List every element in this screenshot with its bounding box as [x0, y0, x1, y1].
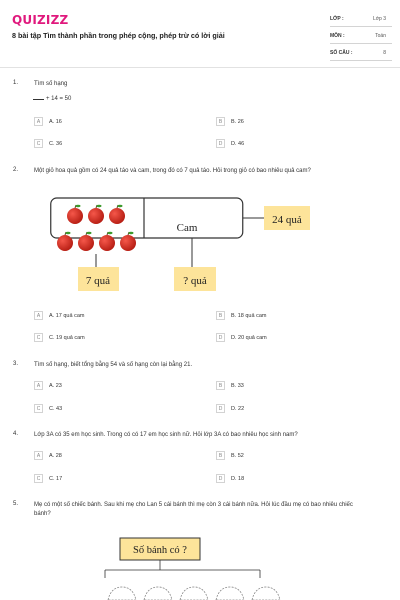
header-divider	[0, 67, 400, 68]
option-text: C. 43	[49, 405, 63, 412]
option-b[interactable]	[216, 117, 244, 126]
option-letter: C	[34, 474, 43, 483]
option-letter: C	[34, 333, 43, 342]
option-d[interactable]	[216, 474, 244, 483]
option-b[interactable]	[216, 451, 244, 460]
question-1-equation	[33, 96, 71, 102]
option-letter: A	[34, 451, 43, 460]
option-text: B. 33	[231, 382, 244, 389]
option-letter: B	[216, 381, 225, 390]
question-number: 4.	[13, 431, 19, 437]
meta-label: SỐ CÂU :	[330, 50, 353, 56]
question-text: Lớp 3A có 35 em học sinh. Trong có có 17 em học sinh nữ. Hỏi lớp 3A có bao nhiêu học sinh nam?	[34, 432, 298, 438]
option-letter: D	[216, 404, 225, 413]
option-d[interactable]	[216, 333, 267, 342]
question-text: Tìm số hạng, biết tổng bằng 54 và số hạng còn lại bằng 21.	[34, 362, 193, 368]
option-text: A. 28	[49, 452, 62, 459]
option-letter: A	[34, 381, 43, 390]
option-b[interactable]	[216, 381, 244, 390]
meta-label: MÔN :	[330, 33, 345, 39]
option-d[interactable]	[216, 139, 244, 148]
oranges-label: ? quả	[183, 275, 207, 287]
option-text: B. 26	[231, 118, 244, 125]
option-letter: D	[216, 474, 225, 483]
cakes-brace	[105, 560, 260, 578]
option-text: B. 18 quả cam	[231, 312, 267, 319]
meta-row-class	[330, 12, 392, 27]
cakes-label: Số bánh có ?	[133, 545, 187, 556]
option-text: D. 46	[231, 140, 245, 147]
apples-label: 7 quả	[85, 275, 111, 287]
meta-value: 8	[383, 50, 386, 56]
orange-label: Cam	[176, 222, 198, 234]
meta-value: Lớp 3	[372, 16, 386, 22]
question-text: Mẹ có một số chiếc bánh. Sau khi mẹ cho Lan 5 cái bánh thì mẹ còn 3 cái bánh nữa. Hỏi lúc đầu mẹ có bao nhiêu chiếc bánh?	[34, 502, 353, 517]
option-text: B. 52	[231, 452, 244, 459]
cake-icon	[180, 587, 208, 600]
option-letter: C	[34, 404, 43, 413]
cake-icon	[252, 587, 280, 600]
option-letter: A	[34, 117, 43, 126]
option-text: A. 17 quả cam	[49, 312, 85, 319]
meta-value: Toán	[375, 33, 386, 39]
question-text: Một giỏ hoa quả gồm có 24 quả táo và cam, trong đó có 7 quả táo. Hỏi trong giỏ có bao nhiêu quả cam?	[34, 168, 311, 174]
option-text: D. 18	[231, 475, 245, 482]
question-number: 3.	[13, 361, 19, 367]
option-letter: B	[216, 117, 225, 126]
option-letter: B	[216, 311, 225, 320]
meta-row-subject	[330, 29, 392, 44]
option-text: A. 23	[49, 382, 62, 389]
equation-text: + 14 = 50	[46, 96, 72, 102]
option-text: D. 20 quả cam	[231, 334, 267, 341]
worksheet-meta	[330, 12, 392, 63]
question-number: 1.	[13, 80, 19, 86]
option-c[interactable]	[34, 404, 62, 413]
meta-row-count	[330, 46, 392, 61]
cake-icon	[216, 587, 244, 600]
fruit-basket-diagram	[50, 194, 320, 294]
option-c[interactable]	[34, 474, 62, 483]
option-b[interactable]	[216, 311, 266, 320]
question-number: 5.	[13, 501, 19, 507]
option-a[interactable]	[34, 451, 62, 460]
option-letter: C	[34, 139, 43, 148]
quizizz-logo: QUIZIZZ	[12, 13, 69, 27]
cake-icon	[144, 587, 172, 600]
option-text: A. 16	[49, 118, 62, 125]
option-a[interactable]	[34, 117, 62, 126]
option-text: C. 17	[49, 475, 63, 482]
option-text: C. 19 quả cam	[49, 334, 85, 341]
option-letter: B	[216, 451, 225, 460]
answer-blank	[33, 99, 44, 100]
option-letter: A	[34, 311, 43, 320]
total-label: 24 quả	[272, 214, 302, 226]
option-text: C. 36	[49, 140, 63, 147]
option-a[interactable]	[34, 381, 62, 390]
option-letter: D	[216, 333, 225, 342]
option-text: D. 22	[231, 405, 245, 412]
question-text: Tìm số hạng	[34, 81, 68, 87]
option-c[interactable]	[34, 139, 62, 148]
page-title: 8 bài tập Tìm thành phần trong phép cộng, phép trừ có lời giải	[12, 31, 225, 40]
option-c[interactable]	[34, 333, 85, 342]
meta-label: LỚP :	[330, 16, 344, 22]
question-number: 2.	[13, 167, 19, 173]
option-letter: D	[216, 139, 225, 148]
option-a[interactable]	[34, 311, 84, 320]
option-d[interactable]	[216, 404, 244, 413]
cake-icon	[108, 587, 136, 600]
cakes-diagram	[80, 530, 320, 600]
